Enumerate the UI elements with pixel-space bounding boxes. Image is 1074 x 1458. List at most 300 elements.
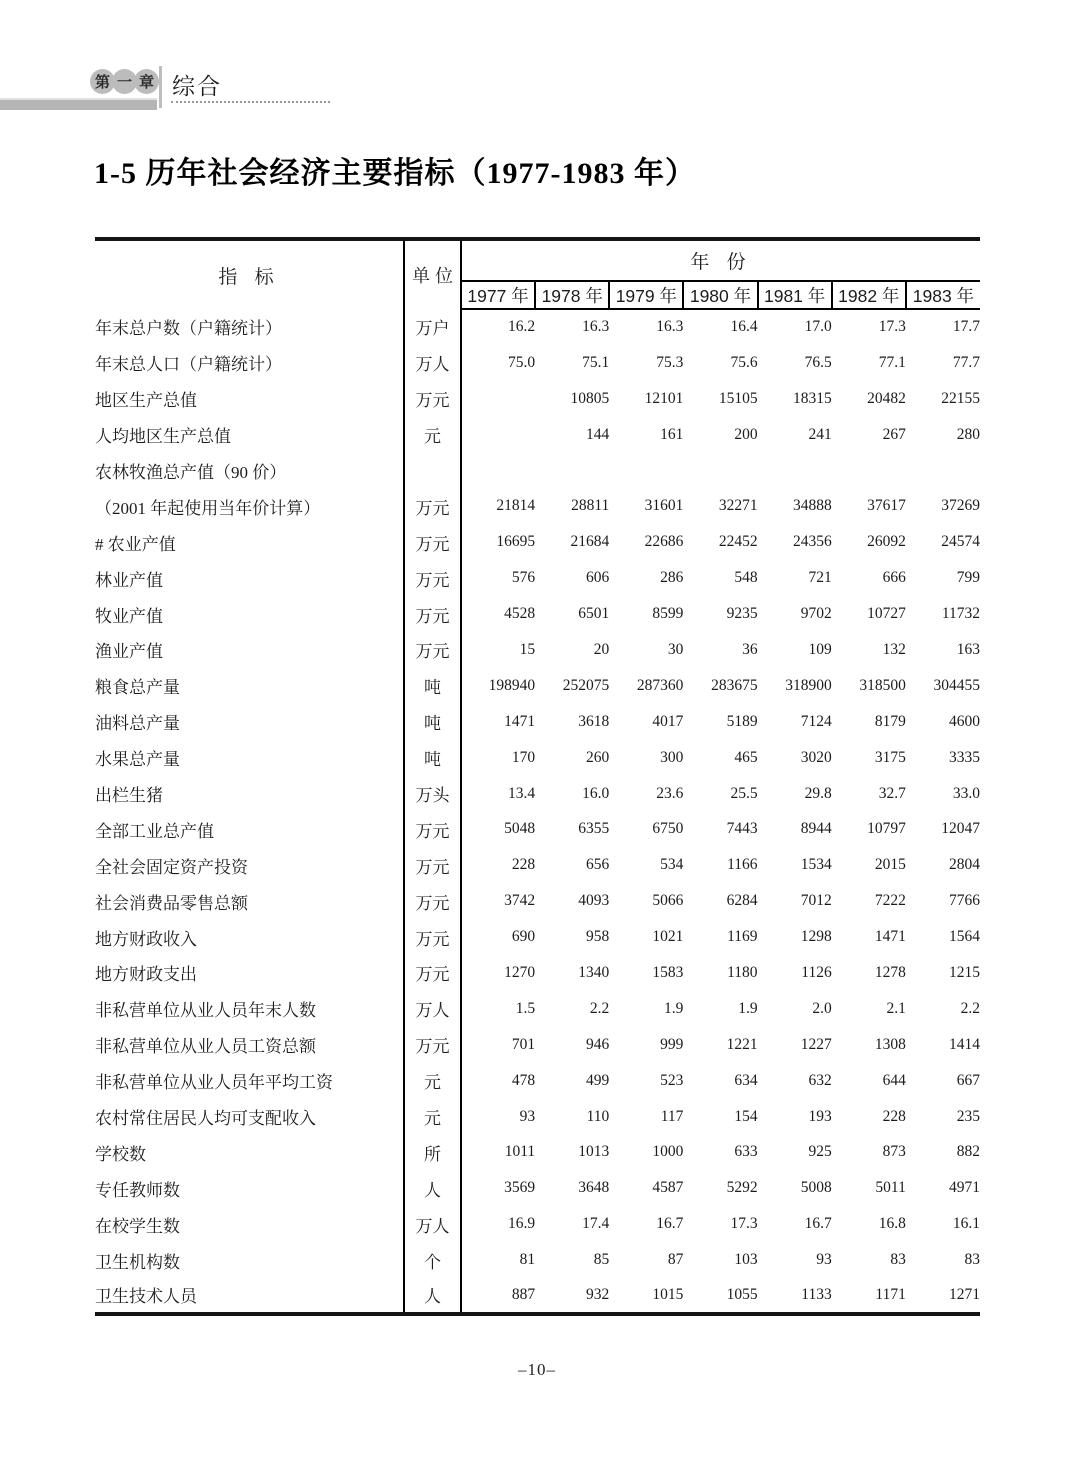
value-cell	[461, 417, 535, 453]
value-cell: 932	[586, 1285, 610, 1303]
value-cell: 93	[816, 1251, 832, 1269]
value-cell: 6355	[578, 820, 610, 838]
chapter-badge	[90, 69, 159, 94]
unit-cell: 吨	[404, 668, 461, 704]
value-cell	[461, 453, 535, 489]
value-cell: 1534	[800, 856, 832, 874]
table-row	[95, 596, 980, 632]
value-cell: 666	[882, 569, 906, 587]
value-cell: 16.9	[508, 1215, 536, 1233]
value-cell: 21814	[496, 497, 536, 515]
value-cell: 10797	[867, 820, 906, 838]
indicator-cell: 卫生技术人员	[95, 1278, 404, 1314]
indicator-cell: 全社会固定资产投资	[95, 847, 404, 883]
value-cell: 873	[882, 1143, 906, 1161]
table-row	[95, 776, 980, 812]
unit-cell: 万户	[404, 309, 461, 345]
indicator-cell: 社会消费品零售总额	[95, 883, 404, 919]
value-cell: 235	[956, 1107, 980, 1125]
indicator-cell: 渔业产值	[95, 632, 404, 668]
value-cell: 6284	[726, 892, 758, 910]
value-cell: 1471	[874, 928, 906, 946]
value-cell: 3618	[578, 712, 610, 730]
value-cell: 34888	[792, 497, 832, 515]
value-cell: 31601	[644, 497, 684, 515]
indicator-cell: 油料总产量	[95, 704, 404, 740]
unit-cell: 万元	[404, 596, 461, 632]
value-cell: 13.4	[508, 784, 536, 802]
value-cell	[683, 453, 757, 489]
column-header-unit: 单 位	[404, 239, 461, 309]
value-cell: 109	[808, 640, 832, 658]
value-cell: 534	[660, 856, 684, 874]
value-cell: 304455	[933, 676, 980, 694]
unit-cell: 万人	[404, 1206, 461, 1242]
value-cell: 1340	[578, 963, 610, 981]
table-title: 1-5 历年社会经济主要指标（1977-1983 年）	[94, 157, 696, 190]
table-row	[95, 668, 980, 704]
unit-cell: 吨	[404, 740, 461, 776]
unit-cell: 万元	[404, 883, 461, 919]
unit-cell: 万元	[404, 919, 461, 955]
unit-cell: 万元	[404, 560, 461, 596]
value-cell: 478	[511, 1071, 536, 1089]
value-cell: 9702	[800, 605, 832, 623]
value-cell: 83	[964, 1251, 980, 1269]
table-row	[95, 1099, 980, 1135]
value-cell: 110	[586, 1107, 610, 1125]
value-cell: 2.0	[812, 999, 832, 1017]
indicator-cell: 年末总人口（户籍统计）	[95, 345, 404, 381]
value-cell: 7766	[949, 892, 980, 910]
value-cell: 1055	[726, 1285, 758, 1303]
value-cell: 644	[882, 1071, 906, 1089]
value-cell: 77.7	[952, 353, 980, 371]
value-cell: 548	[734, 569, 758, 587]
value-cell: 241	[808, 425, 832, 443]
value-cell: 1.9	[738, 999, 758, 1017]
value-cell	[609, 453, 683, 489]
table-row	[95, 1278, 980, 1314]
indicator-cell: 学校数	[95, 1134, 404, 1170]
value-cell: 1583	[652, 963, 684, 981]
value-cell: 5292	[726, 1179, 758, 1197]
indicator-cell: # 农业产值	[95, 524, 404, 560]
value-cell: 5048	[504, 820, 536, 838]
value-cell: 17.4	[582, 1215, 610, 1233]
indicator-cell: 地方财政支出	[95, 955, 404, 991]
table-row	[95, 955, 980, 991]
unit-cell: 元	[404, 417, 461, 453]
value-cell: 24574	[941, 533, 980, 551]
value-cell: 499	[586, 1071, 610, 1089]
table-row	[95, 919, 980, 955]
value-cell: 4600	[949, 712, 980, 730]
value-cell: 30	[667, 640, 684, 658]
indicator-cell: 非私营单位从业人员年末人数	[95, 991, 404, 1027]
value-cell: 16.7	[804, 1215, 832, 1233]
value-cell: 117	[660, 1107, 684, 1125]
unit-cell: 万元	[404, 811, 461, 847]
value-cell: 887	[511, 1285, 536, 1303]
value-cell: 75.3	[656, 353, 684, 371]
value-cell: 15	[519, 640, 536, 658]
value-cell: 1271	[949, 1285, 980, 1303]
value-cell: 16.2	[508, 318, 536, 336]
value-cell: 287360	[636, 676, 684, 694]
value-cell: 16.3	[656, 318, 684, 336]
value-cell: 2015	[874, 856, 906, 874]
table-row	[95, 1063, 980, 1099]
value-cell: 26092	[867, 533, 906, 551]
value-cell: 1414	[949, 1035, 980, 1053]
table-row	[95, 1134, 980, 1170]
value-cell: 10805	[570, 389, 610, 407]
value-cell: 87	[667, 1251, 684, 1269]
value-cell: 9235	[726, 605, 758, 623]
value-cell: 1270	[504, 963, 536, 981]
column-header-year: 1981 年	[758, 281, 832, 309]
unit-cell: 万元	[404, 955, 461, 991]
value-cell: 8179	[874, 712, 906, 730]
column-header-year: 1980 年	[683, 281, 757, 309]
value-cell: 721	[808, 569, 832, 587]
value-cell: 22155	[941, 389, 980, 407]
value-cell: 656	[586, 856, 610, 874]
value-cell: 29.8	[804, 784, 832, 802]
table-row	[95, 381, 980, 417]
table-row	[95, 847, 980, 883]
chapter-badge-circle: 一	[112, 69, 137, 94]
value-cell: 267	[882, 425, 906, 443]
value-cell: 193	[808, 1107, 832, 1125]
value-cell: 3742	[504, 892, 536, 910]
value-cell: 1013	[578, 1143, 610, 1161]
table-row	[95, 453, 980, 489]
value-cell: 75.6	[730, 353, 758, 371]
table-row	[95, 1170, 980, 1206]
value-cell: 7222	[874, 892, 906, 910]
value-cell: 16.8	[878, 1215, 906, 1233]
value-cell: 154	[734, 1107, 758, 1125]
column-header-indicator: 指 标	[95, 239, 404, 309]
chapter-badge-circle: 章	[134, 69, 159, 94]
value-cell: 632	[808, 1071, 832, 1089]
value-cell: 3569	[504, 1179, 536, 1197]
unit-cell: 所	[404, 1134, 461, 1170]
column-header-year-group: 年 份	[461, 239, 980, 281]
indicator-cell: 全部工业总产值	[95, 811, 404, 847]
indicator-cell: 粮食总产量	[95, 668, 404, 704]
value-cell: 667	[956, 1071, 980, 1089]
value-cell	[906, 453, 980, 489]
value-cell: 999	[660, 1035, 684, 1053]
value-cell: 2.2	[589, 999, 610, 1017]
indicator-cell: 年末总户数（户籍统计）	[95, 309, 404, 345]
value-cell: 1227	[800, 1035, 832, 1053]
chapter-badge-circle: 第	[90, 69, 115, 94]
indicator-cell: 非私营单位从业人员工资总额	[95, 1027, 404, 1063]
value-cell: 1308	[874, 1035, 906, 1053]
indicator-cell: 水果总产量	[95, 740, 404, 776]
value-cell: 11732	[941, 605, 980, 623]
table-header-row-1	[95, 239, 980, 281]
chapter-divider	[159, 66, 162, 108]
value-cell: 633	[734, 1143, 758, 1161]
value-cell: 17.7	[952, 318, 980, 336]
value-cell: 280	[956, 425, 980, 443]
section-label: 综合	[172, 73, 222, 99]
unit-cell: 元	[404, 1099, 461, 1135]
value-cell: 6501	[578, 605, 610, 623]
indicator-cell: （2001 年起使用当年价计算）	[95, 488, 404, 524]
value-cell: 3335	[949, 748, 980, 766]
value-cell: 17.3	[730, 1215, 758, 1233]
value-cell: 170	[511, 748, 536, 766]
table-row	[95, 740, 980, 776]
value-cell: 3648	[578, 1179, 610, 1197]
value-cell: 5011	[875, 1179, 906, 1197]
value-cell: 7012	[800, 892, 832, 910]
indicator-cell: 林业产值	[95, 560, 404, 596]
table-row	[95, 309, 980, 345]
value-cell	[758, 453, 832, 489]
unit-cell: 万元	[404, 1027, 461, 1063]
table-row	[95, 811, 980, 847]
value-cell: 286	[660, 569, 684, 587]
section-underline	[171, 101, 330, 103]
value-cell: 318500	[859, 676, 906, 694]
value-cell: 20482	[867, 389, 906, 407]
value-cell: 5189	[726, 712, 758, 730]
table-row	[95, 1206, 980, 1242]
column-header-year: 1983 年	[906, 281, 980, 309]
table-row	[95, 883, 980, 919]
value-cell: 1278	[874, 963, 906, 981]
value-cell: 576	[511, 569, 536, 587]
unit-cell: 人	[404, 1170, 461, 1206]
value-cell: 10727	[867, 605, 906, 623]
value-cell: 1000	[652, 1143, 684, 1161]
value-cell: 1215	[949, 963, 980, 981]
value-cell: 690	[511, 928, 536, 946]
value-cell: 4587	[652, 1179, 684, 1197]
value-cell: 5008	[800, 1179, 832, 1197]
unit-cell: 万元	[404, 381, 461, 417]
value-cell: 16.4	[730, 318, 758, 336]
unit-cell: 人	[404, 1278, 461, 1314]
statistics-table	[95, 237, 980, 1316]
value-cell: 163	[956, 640, 980, 658]
value-cell: 4093	[578, 892, 610, 910]
value-cell: 132	[882, 640, 906, 658]
value-cell: 1564	[949, 928, 980, 946]
value-cell: 1.9	[664, 999, 684, 1017]
value-cell	[832, 453, 906, 489]
column-header-year: 1982 年	[832, 281, 906, 309]
table-row	[95, 524, 980, 560]
value-cell: 1221	[726, 1035, 758, 1053]
table-row	[95, 991, 980, 1027]
value-cell: 18315	[792, 389, 832, 407]
value-cell: 1171	[875, 1285, 906, 1303]
table-row	[95, 560, 980, 596]
value-cell: 8599	[652, 605, 684, 623]
value-cell: 2.2	[960, 999, 980, 1017]
value-cell: 1133	[801, 1285, 832, 1303]
value-cell: 83	[890, 1251, 906, 1269]
value-cell: 2.1	[886, 999, 906, 1017]
value-cell: 21684	[570, 533, 610, 551]
value-cell: 36	[742, 640, 758, 658]
value-cell: 5066	[652, 892, 684, 910]
value-cell: 81	[519, 1251, 536, 1269]
value-cell: 15105	[718, 389, 758, 407]
table-row	[95, 417, 980, 453]
table-row	[95, 345, 980, 381]
value-cell: 32.7	[878, 784, 906, 802]
value-cell: 12047	[941, 820, 980, 838]
value-cell: 882	[956, 1143, 980, 1161]
value-cell: 958	[586, 928, 610, 946]
indicator-cell: 卫生机构数	[95, 1242, 404, 1278]
column-header-year: 1978 年	[535, 281, 609, 309]
value-cell: 24356	[792, 533, 832, 551]
unit-cell: 元	[404, 1063, 461, 1099]
value-cell: 3020	[800, 748, 832, 766]
unit-cell: 万元	[404, 488, 461, 524]
table-row	[95, 1027, 980, 1063]
indicator-cell: 牧业产值	[95, 596, 404, 632]
unit-cell	[404, 453, 461, 489]
value-cell: 198940	[488, 676, 536, 694]
value-cell: 75.0	[508, 353, 536, 371]
unit-cell: 个	[404, 1242, 461, 1278]
value-cell: 85	[593, 1251, 610, 1269]
value-cell: 799	[956, 569, 980, 587]
value-cell: 1471	[504, 712, 536, 730]
value-cell: 4528	[504, 605, 536, 623]
indicator-cell: 非私营单位从业人员年平均工资	[95, 1063, 404, 1099]
value-cell: 1166	[727, 856, 758, 874]
indicator-cell: 地区生产总值	[95, 381, 404, 417]
value-cell: 22686	[644, 533, 684, 551]
value-cell: 144	[586, 425, 610, 443]
value-cell: 16.3	[582, 318, 610, 336]
value-cell: 260	[586, 748, 610, 766]
value-cell: 75.1	[582, 353, 610, 371]
value-cell: 606	[586, 569, 610, 587]
value-cell: 22452	[718, 533, 758, 551]
value-cell: 37269	[941, 497, 980, 515]
value-cell: 1021	[652, 928, 684, 946]
value-cell: 16695	[496, 533, 536, 551]
value-cell: 6750	[652, 820, 684, 838]
value-cell: 3175	[874, 748, 906, 766]
value-cell: 228	[511, 856, 536, 874]
value-cell: 16.7	[656, 1215, 684, 1233]
value-cell: 17.0	[804, 318, 832, 336]
value-cell	[535, 453, 609, 489]
value-cell: 465	[734, 748, 758, 766]
value-cell: 925	[808, 1143, 832, 1161]
indicator-cell: 农林牧渔总产值（90 价）	[95, 453, 404, 489]
value-cell: 32271	[718, 497, 758, 515]
value-cell: 77.1	[878, 353, 906, 371]
value-cell: 4971	[949, 1179, 980, 1197]
value-cell: 252075	[562, 676, 610, 694]
unit-cell: 万人	[404, 991, 461, 1027]
table-row	[95, 704, 980, 740]
value-cell: 1.5	[515, 999, 536, 1017]
value-cell: 17.3	[878, 318, 906, 336]
unit-cell: 万元	[404, 524, 461, 560]
column-header-year: 1979 年	[609, 281, 683, 309]
value-cell: 634	[734, 1071, 758, 1089]
chapter-header-bar	[0, 98, 157, 110]
value-cell: 318900	[785, 676, 832, 694]
page-number: –10–	[518, 1360, 556, 1379]
indicator-cell: 出栏生猪	[95, 776, 404, 812]
column-header-year: 1977 年	[461, 281, 535, 309]
value-cell: 946	[586, 1035, 610, 1053]
indicator-cell: 农村常住居民人均可支配收入	[95, 1099, 404, 1135]
value-cell: 93	[519, 1107, 536, 1125]
value-cell: 4017	[652, 712, 684, 730]
value-cell: 33.0	[952, 784, 980, 802]
value-cell	[461, 381, 535, 417]
value-cell: 1298	[800, 928, 832, 946]
value-cell: 1015	[652, 1285, 684, 1303]
unit-cell: 万人	[404, 345, 461, 381]
indicator-cell: 地方财政收入	[95, 919, 404, 955]
value-cell: 283675	[711, 676, 758, 694]
value-cell: 76.5	[804, 353, 832, 371]
value-cell: 200	[734, 425, 758, 443]
value-cell: 523	[660, 1071, 684, 1089]
value-cell: 2804	[949, 856, 980, 874]
value-cell: 8944	[800, 820, 832, 838]
value-cell: 103	[734, 1251, 758, 1269]
table-row	[95, 1242, 980, 1278]
table-row	[95, 488, 980, 524]
unit-cell: 万头	[404, 776, 461, 812]
indicator-cell: 专任教师数	[95, 1170, 404, 1206]
value-cell: 228	[882, 1107, 906, 1125]
table-row	[95, 632, 980, 668]
value-cell: 701	[511, 1035, 536, 1053]
value-cell: 37617	[867, 497, 906, 515]
value-cell: 28811	[571, 497, 610, 515]
value-cell: 300	[660, 748, 684, 766]
value-cell: 1126	[801, 963, 832, 981]
unit-cell: 吨	[404, 704, 461, 740]
unit-cell: 万元	[404, 847, 461, 883]
value-cell: 12101	[644, 389, 684, 407]
value-cell: 20	[593, 640, 610, 658]
value-cell: 7124	[800, 712, 832, 730]
value-cell: 16.0	[582, 784, 610, 802]
value-cell: 1011	[504, 1143, 536, 1161]
value-cell: 25.5	[730, 784, 758, 802]
indicator-cell: 在校学生数	[95, 1206, 404, 1242]
value-cell: 16.1	[952, 1215, 980, 1233]
value-cell: 7443	[726, 820, 758, 838]
value-cell: 161	[660, 425, 684, 443]
indicator-cell: 人均地区生产总值	[95, 417, 404, 453]
unit-cell: 万元	[404, 632, 461, 668]
value-cell: 1180	[727, 963, 758, 981]
